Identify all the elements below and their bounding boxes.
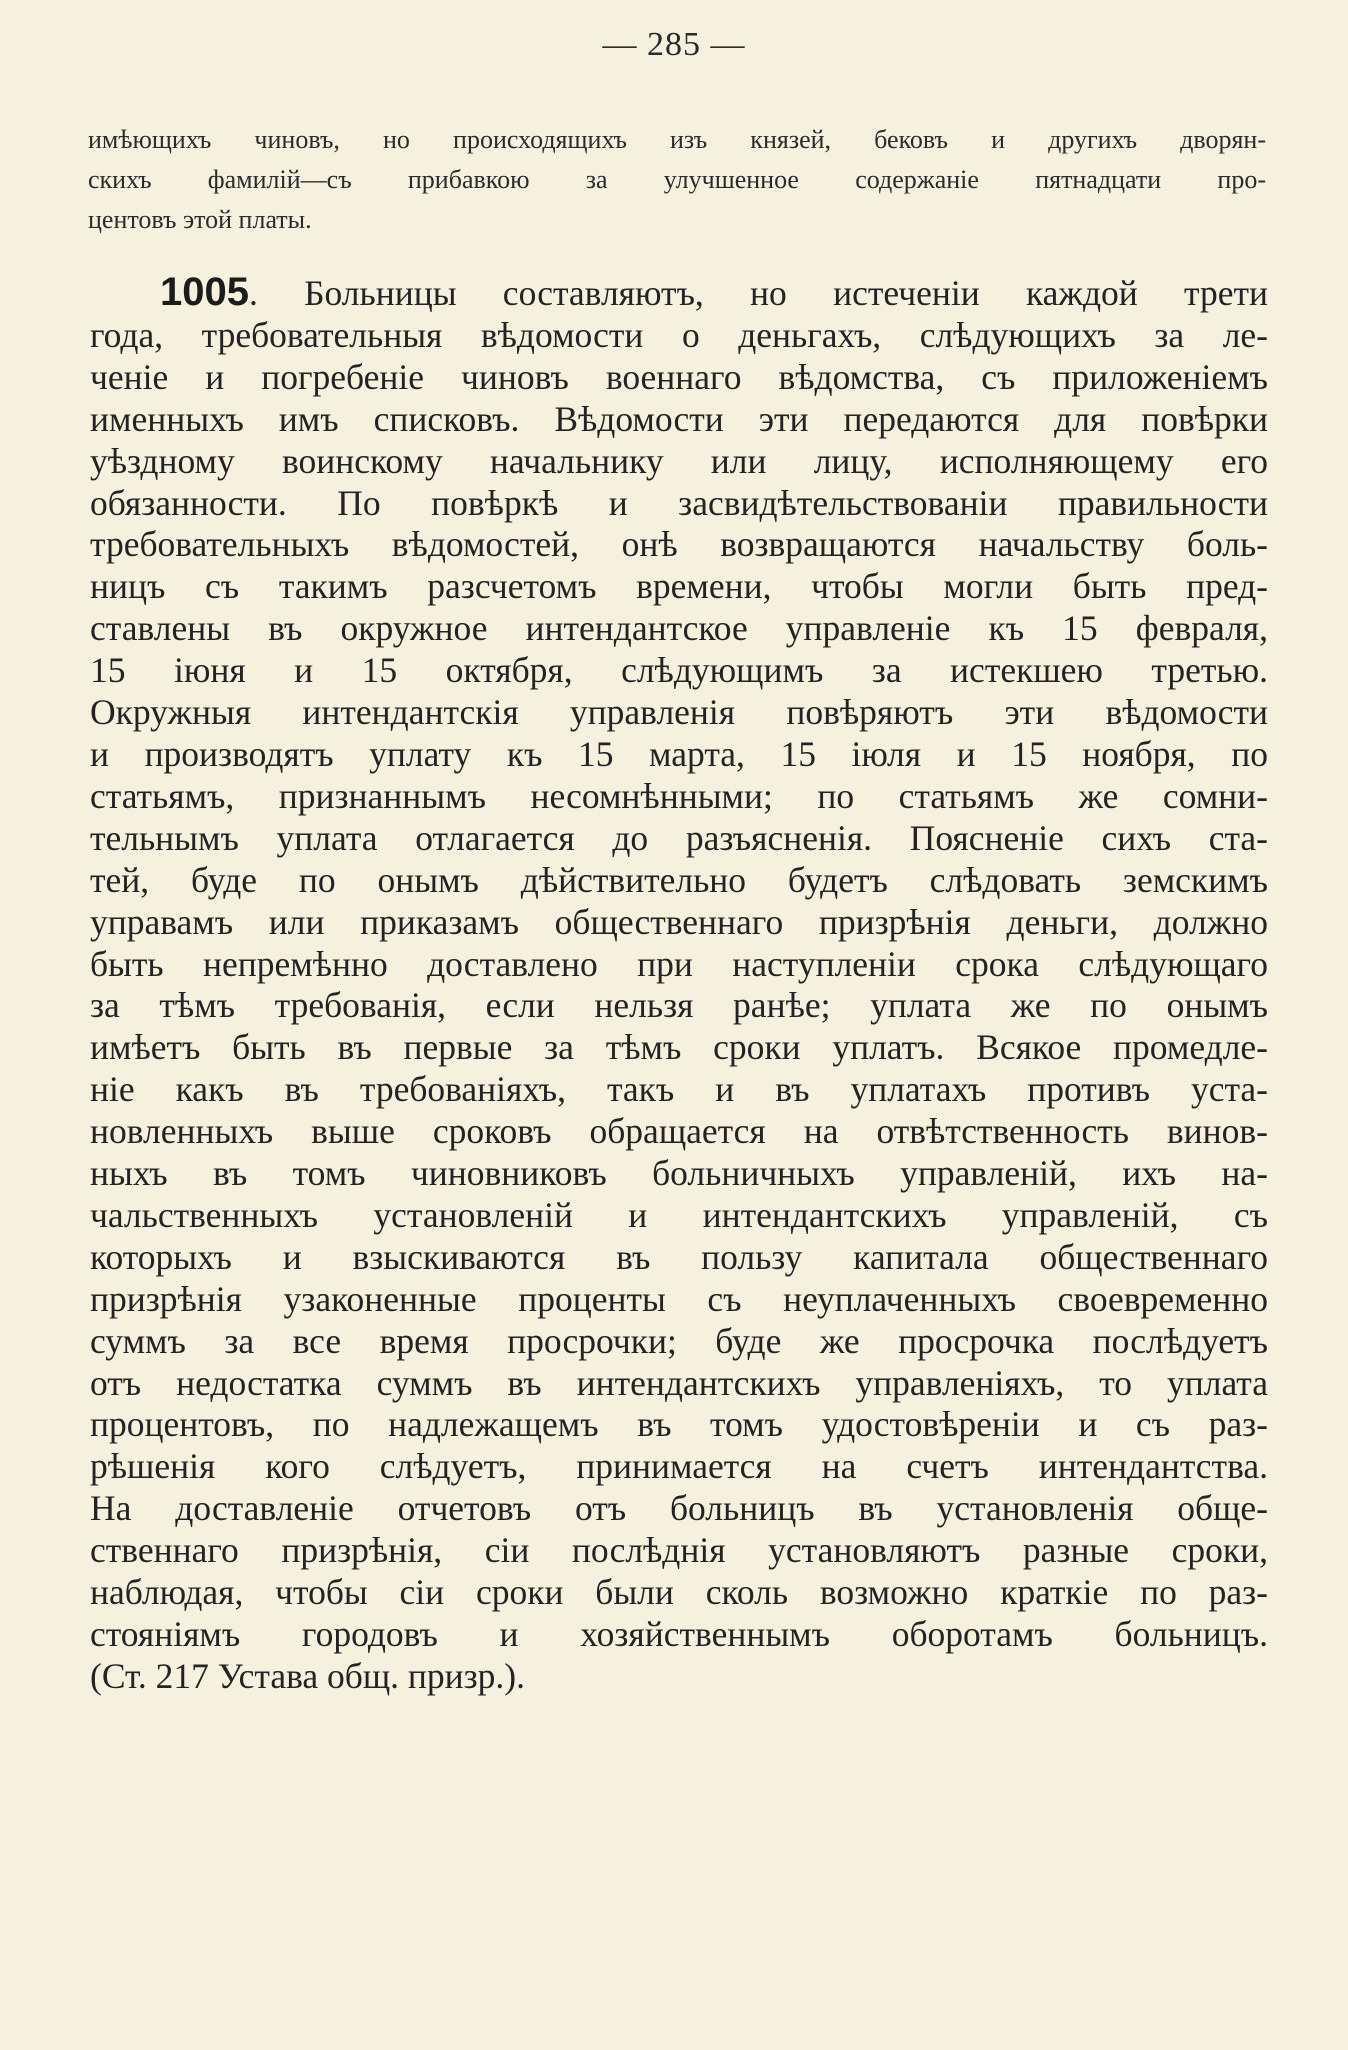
text-line: управамъ или приказамъ общественнаго призрѣнія деньги, должно bbox=[90, 901, 1268, 942]
text-line: наблюдая, чтобы сіи сроки были сколь возможно краткіе по раз- bbox=[90, 1572, 1268, 1613]
text-line: отъ недостатка суммъ въ интендантскихъ управленіяхъ, то уплата bbox=[90, 1362, 1268, 1403]
text-line: ніе какъ въ требованіяхъ, такъ и въ уплатахъ противъ уста- bbox=[90, 1069, 1268, 1110]
text-line: процентовъ, по надлежащемъ въ томъ удостовѣреніи и съ раз- bbox=[90, 1404, 1268, 1445]
text-line: Окружныя интендантскія управленія повѣряютъ эти вѣдомости bbox=[90, 692, 1268, 733]
article-lines bbox=[90, 315, 1268, 1698]
text-line: На доставленіе отчетовъ отъ больницъ въ установленія обще- bbox=[90, 1488, 1268, 1529]
text-line: чальственныхъ установленій и интендантскихъ управленій, съ bbox=[90, 1194, 1268, 1235]
text-line: статьямъ, признаннымъ несомнѣнными; по статьямъ же сомни- bbox=[90, 775, 1268, 816]
text-line: ставлены въ окружное интендантское управленіе къ 15 февраля, bbox=[90, 608, 1268, 649]
text-line: скихъ фамилій—съ прибавкою за улучшенное содержаніе пятнадцати про- bbox=[88, 165, 1266, 194]
article-number: 1005 bbox=[160, 272, 249, 314]
text-line: ственнаго призрѣнія, сіи послѣднія установляютъ разные сроки, bbox=[90, 1530, 1268, 1571]
text-line: ницъ съ такимъ разсчетомъ времени, чтобы могли быть пред- bbox=[90, 566, 1268, 607]
text-line: новленныхъ выше сроковъ обращается на отвѣтственность винов- bbox=[90, 1111, 1268, 1152]
article-first-line bbox=[90, 272, 1268, 315]
text-line: тельнымъ уплата отлагается до разъясненія. Поясненіе сихъ ста- bbox=[90, 817, 1268, 858]
text-line: и производятъ уплату къ 15 марта, 15 іюля и 15 ноября, по bbox=[90, 733, 1268, 774]
text-line: за тѣмъ требованія, если нельзя ранѣе; уплата же по онымъ bbox=[90, 985, 1268, 1026]
article-1005 bbox=[90, 272, 1268, 1698]
text-line: уѣздному воинскому начальнику или лицу, исполняющему его bbox=[90, 440, 1268, 481]
text-line: требовательныхъ вѣдомостей, онѣ возвращаются начальству боль- bbox=[90, 524, 1268, 565]
text-line: стояніямъ городовъ и хозяйственнымъ оборотамъ больницъ. bbox=[90, 1614, 1268, 1654]
text-line: обязанности. По повѣркѣ и засвидѣтельствованіи правильности bbox=[90, 482, 1268, 523]
page-number: — 285 — bbox=[602, 26, 746, 63]
text-line: года, требовательныя вѣдомости о деньгахъ, слѣдующихъ за ле- bbox=[90, 314, 1268, 355]
text-line: быть непремѣнно доставлено при наступленіи срока слѣдующаго bbox=[90, 943, 1268, 984]
text-line: призрѣнія узаконенные проценты съ неуплаченныхъ своевременно bbox=[90, 1278, 1268, 1319]
text-line: ченіе и погребеніе чиновъ военнаго вѣдомства, съ приложеніемъ bbox=[90, 356, 1268, 397]
text-line: которыхъ и взыскиваются въ пользу капитала общественнаго bbox=[90, 1236, 1268, 1277]
text-line: имѣетъ быть въ первые за тѣмъ сроки уплатъ. Всякое промедле- bbox=[90, 1027, 1268, 1068]
text-line: ныхъ въ томъ чиновниковъ больничныхъ управленій, ихъ на- bbox=[90, 1153, 1268, 1194]
text-line: имѣющихъ чиновъ, но происходящихъ изъ князей, бековъ и другихъ дворян- bbox=[88, 125, 1266, 154]
text-line: суммъ за все время просрочки; буде же просрочка послѣдуетъ bbox=[90, 1320, 1268, 1361]
continued-paragraph bbox=[88, 120, 1266, 240]
article-first-line-text: . Больницы составляютъ, но истеченіи каждой трети bbox=[248, 273, 1268, 313]
text-line: 15 іюня и 15 октября, слѣдующимъ за истекшею третью. bbox=[90, 650, 1268, 691]
text-line: именныхъ имъ списковъ. Вѣдомости эти передаются для повѣрки bbox=[90, 398, 1268, 439]
text-line: рѣшенія кого слѣдуетъ, принимается на счетъ интендантства. bbox=[90, 1446, 1268, 1487]
text-line: тей, буде по онымъ дѣйствительно будетъ слѣдовать земскимъ bbox=[90, 859, 1268, 900]
text-line: (Ст. 217 Устава общ. призр.). bbox=[90, 1655, 525, 1696]
text-line: центовъ этой платы. bbox=[88, 205, 312, 234]
